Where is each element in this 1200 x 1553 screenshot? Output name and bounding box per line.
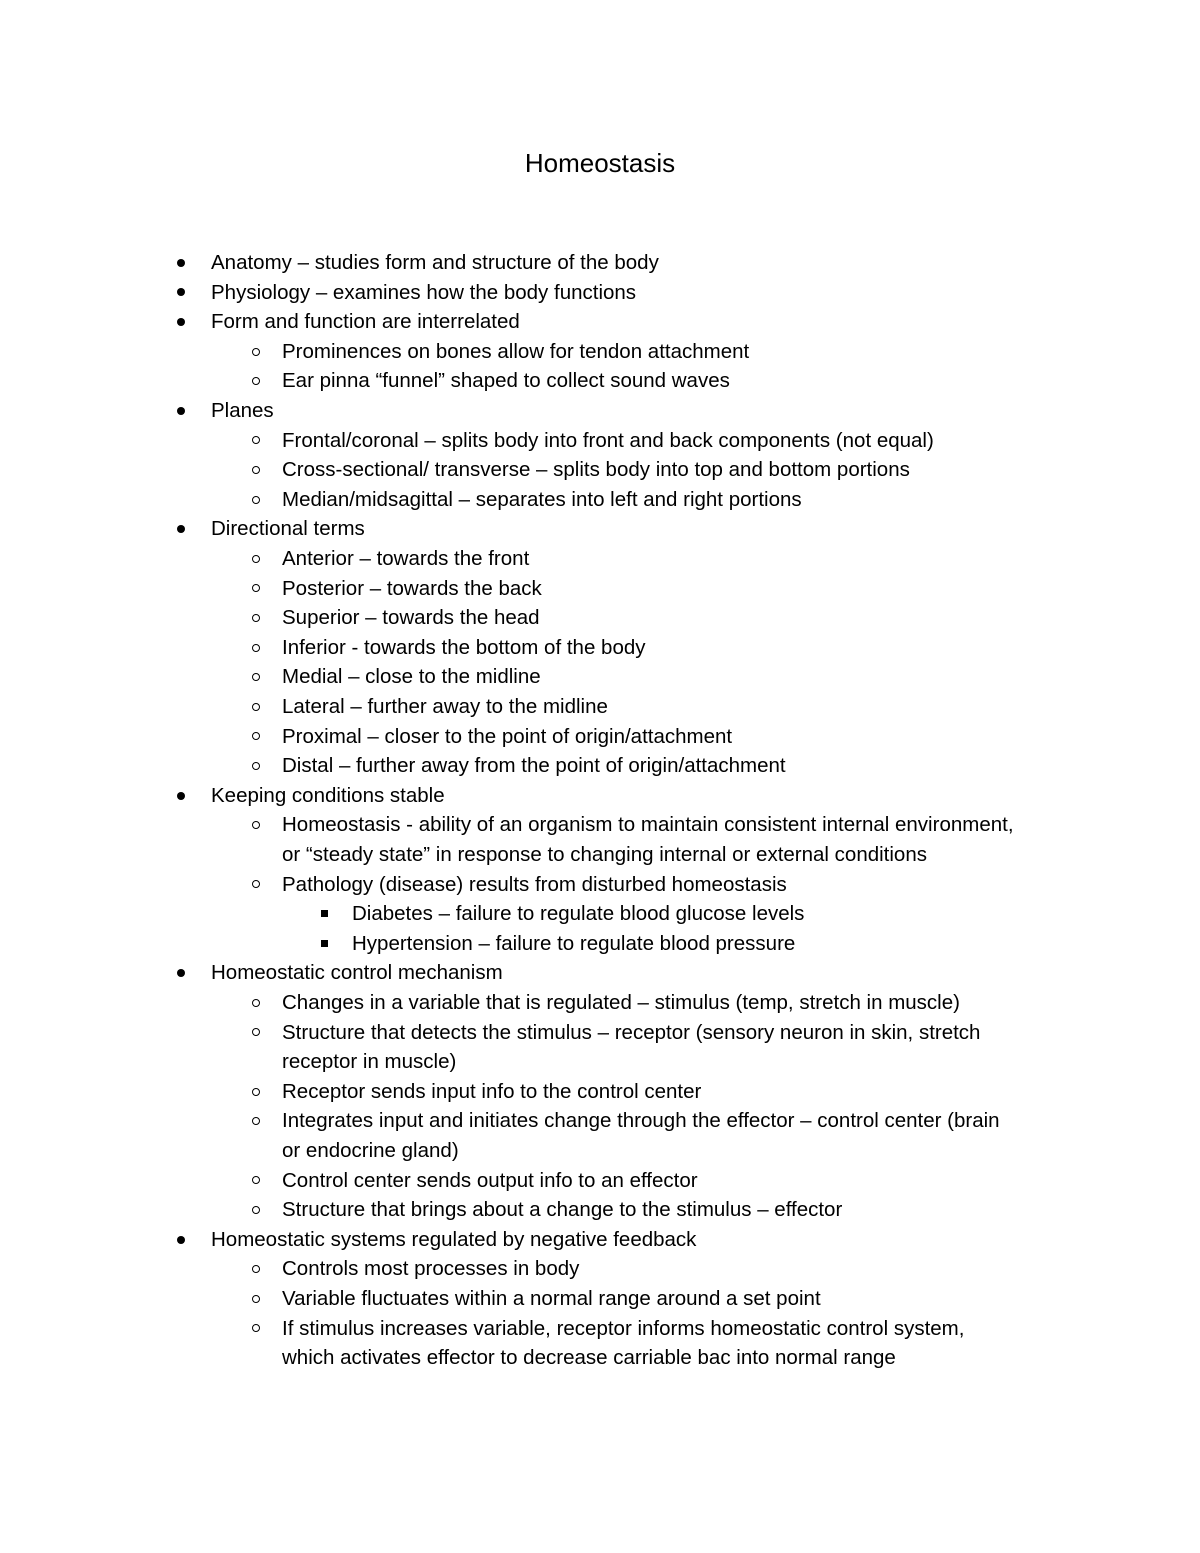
list-item-text: Form and function are interrelated (211, 310, 520, 334)
bullet-marker (248, 1018, 264, 1048)
bullet-marker (173, 396, 189, 426)
bullet-marker (248, 485, 264, 515)
list-item-text: Hypertension – failure to regulate blood pressure (352, 931, 796, 955)
bullet-circle-icon (252, 1088, 260, 1096)
bullet-marker (173, 781, 189, 811)
bullet-circle-icon (252, 732, 260, 740)
bullet-dot-icon (177, 525, 185, 533)
list-item-text: Homeostasis - ability of an organism to maintain consistent internal environment, (282, 813, 1014, 837)
bullet-marker (173, 958, 189, 988)
list-item-text: receptor in muscle) (282, 1050, 457, 1074)
bullet-circle-icon (252, 1206, 260, 1214)
bullet-circle-icon (252, 1117, 260, 1125)
list-item-text: Control center sends output info to an effector (282, 1168, 698, 1192)
bullet-marker (173, 1225, 189, 1255)
bullet-marker (248, 544, 264, 574)
bullet-circle-icon (252, 496, 260, 504)
bullet-marker (248, 633, 264, 663)
bullet-dot-icon (177, 318, 185, 326)
bullet-marker (248, 603, 264, 633)
bullet-marker (248, 662, 264, 692)
bullet-marker (248, 1077, 264, 1107)
bullet-dot-icon (177, 288, 185, 296)
bullet-dot-icon (177, 792, 185, 800)
bullet-marker (248, 455, 264, 485)
list-item-text: Cross-sectional/ transverse – splits body into top and bottom portions (282, 458, 910, 482)
list-item-text: which activates effector to decrease carriable bac into normal range (282, 1346, 896, 1370)
bullet-circle-icon (252, 1265, 260, 1273)
list-item-text: Variable fluctuates within a normal range around a set point (282, 1287, 821, 1310)
list-item-text: Superior – towards the head (282, 606, 540, 630)
bullet-marker (248, 722, 264, 752)
bullet-circle-icon (252, 999, 260, 1007)
list-item-text: Pathology (disease) results from disturbed homeostasis (282, 872, 787, 896)
bullet-marker (248, 692, 264, 722)
bullet-square-icon (321, 910, 328, 917)
bullet-marker (248, 1254, 264, 1284)
bullet-circle-icon (252, 821, 260, 829)
bullet-marker (316, 899, 332, 929)
list-item-text: Changes in a variable that is regulated – stimulus (temp, stretch in muscle) (282, 991, 960, 1014)
bullet-circle-icon (252, 1176, 260, 1184)
list-item-text: Diabetes – failure to regulate blood glucose levels (352, 902, 805, 926)
bullet-dot-icon (177, 407, 185, 415)
list-item-text: Receptor sends input info to the control center (282, 1079, 702, 1103)
bullet-circle-icon (252, 1324, 260, 1332)
bullet-marker (173, 248, 189, 278)
bullet-marker (248, 366, 264, 396)
bullet-circle-icon (252, 762, 260, 770)
bullet-circle-icon (252, 348, 260, 356)
list-item-text: Directional terms (211, 517, 365, 541)
bullet-marker (173, 278, 189, 308)
list-item-text: Posterior – towards the back (282, 576, 542, 600)
list-item-text: If stimulus increases variable, receptor informs homeostatic control system, (282, 1316, 965, 1340)
list-item-text: Prominences on bones allow for tendon attachment (282, 339, 750, 363)
bullet-marker (248, 574, 264, 604)
bullet-marker (248, 988, 264, 1018)
bullet-marker (316, 929, 332, 959)
bullet-square-icon (321, 940, 328, 947)
bullet-marker (248, 1106, 264, 1136)
list-item-text: Proximal – closer to the point of origin/attachment (282, 724, 733, 748)
list-item-text: Structure that detects the stimulus – receptor (sensory neuron in skin, stretch (282, 1020, 981, 1044)
bullet-circle-icon (252, 614, 260, 622)
bullet-marker (248, 337, 264, 367)
bullet-marker (248, 1284, 264, 1314)
list-item-text: Median/midsagittal – separates into left and right portions (282, 487, 802, 511)
list-item-text: Anterior – towards the front (282, 547, 530, 570)
bullet-dot-icon (177, 259, 185, 267)
list-item-text: Integrates input and initiates change through the effector – control center (brain (282, 1109, 1000, 1133)
bullet-dot-icon (177, 1236, 185, 1244)
bullet-circle-icon (252, 644, 260, 652)
bullet-circle-icon (252, 436, 260, 444)
bullet-marker (248, 1166, 264, 1196)
list-item-text: Homeostatic control mechanism (211, 961, 503, 985)
list-item-text: Structure that brings about a change to the stimulus – effector (282, 1198, 843, 1222)
bullet-marker (248, 870, 264, 900)
list-item-text: or endocrine gland) (282, 1139, 459, 1162)
bullet-circle-icon (252, 1028, 260, 1036)
list-item-text: Inferior - towards the bottom of the body (282, 635, 646, 659)
bullet-marker (248, 810, 264, 840)
list-item-text: or “steady state” in response to changing internal or external conditions (282, 843, 927, 866)
bullet-circle-icon (252, 703, 260, 711)
list-item-text: Lateral – further away to the midline (282, 695, 608, 718)
list-item-text: Keeping conditions stable (211, 783, 445, 807)
bullet-circle-icon (252, 466, 260, 474)
list-item-text: Anatomy – studies form and structure of the body (211, 251, 659, 274)
bullet-dot-icon (177, 969, 185, 977)
bullet-marker (248, 751, 264, 781)
list-item-text: Planes (211, 399, 274, 422)
bullet-marker (248, 1314, 264, 1344)
bullet-marker (248, 426, 264, 456)
bullet-circle-icon (252, 377, 260, 385)
bullet-circle-icon (252, 880, 260, 888)
list-item-text: Frontal/coronal – splits body into front and back components (not equal) (282, 428, 934, 452)
list-item-text: Controls most processes in body (282, 1257, 580, 1281)
bullet-circle-icon (252, 584, 260, 592)
bullet-marker (248, 1195, 264, 1225)
list-item-text: Medial – close to the midline (282, 665, 541, 689)
document-title: Homeostasis (524, 148, 676, 178)
bullet-circle-icon (252, 1295, 260, 1303)
list-item-text: Ear pinna “funnel” shaped to collect sound waves (282, 369, 730, 393)
list-item-text: Physiology – examines how the body functions (211, 280, 637, 304)
bullet-marker (173, 307, 189, 337)
bullet-marker (173, 514, 189, 544)
bullet-circle-icon (252, 555, 260, 563)
list-item-text: Distal – further away from the point of origin/attachment (282, 754, 786, 778)
bullet-circle-icon (252, 673, 260, 681)
list-item-text: Homeostatic systems regulated by negative feedback (211, 1227, 697, 1251)
